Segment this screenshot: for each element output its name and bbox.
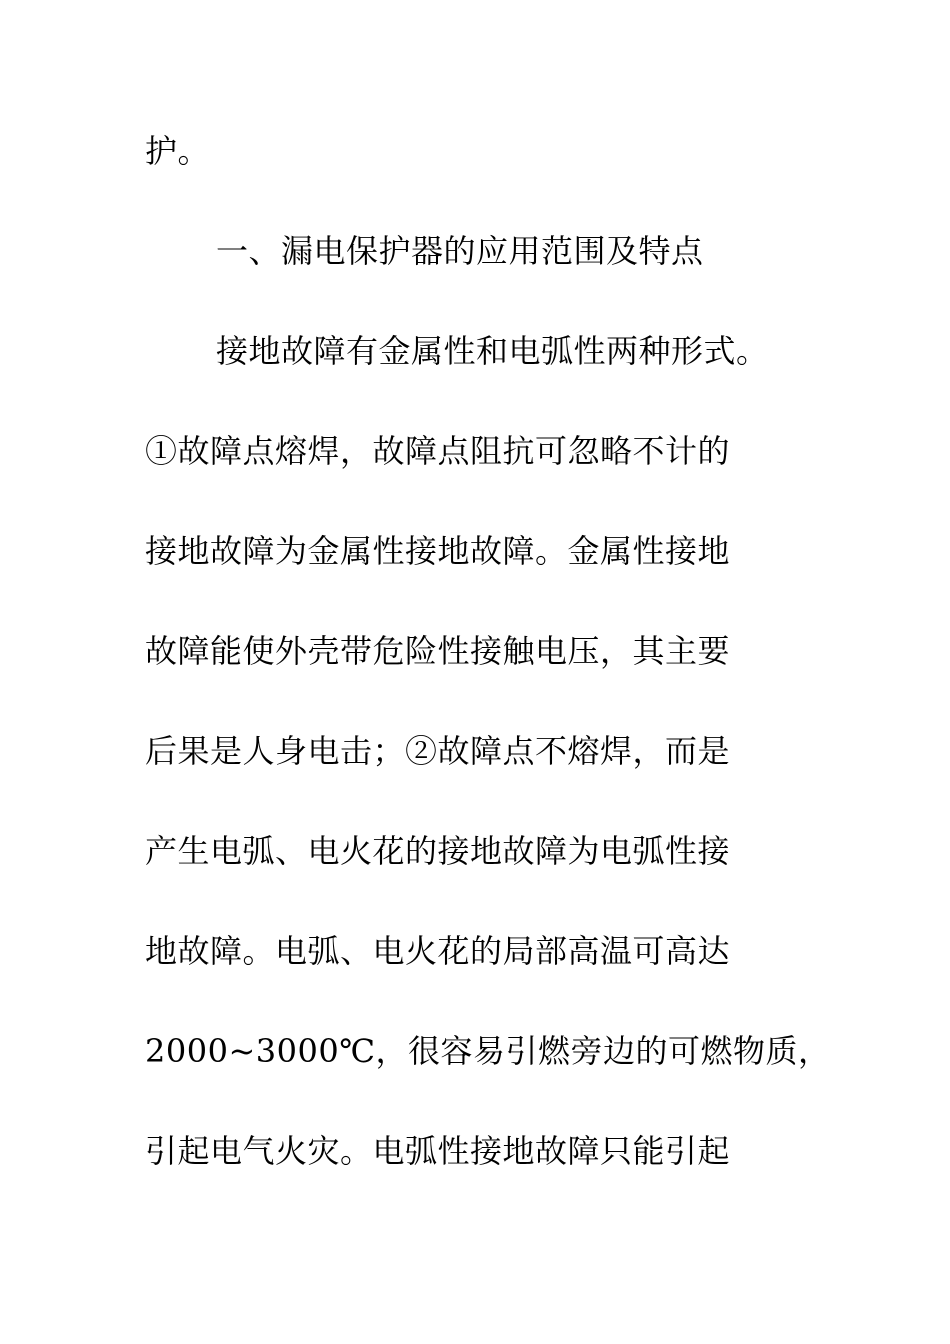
text-line-11: 引起电气火灾。电弧性接地故障只能引起 <box>145 1132 731 1170</box>
text-line-4: ①故障点熔焊，故障点阻抗可忽略不计的 <box>145 432 731 470</box>
text-line-1: 护。 <box>145 132 211 170</box>
text-line-7: 后果是人身电击；②故障点不熔焊，而是 <box>145 732 731 770</box>
text-line-3: 接地故障有金属性和电弧性两种形式。 <box>216 332 769 370</box>
section-heading: 一、漏电保护器的应用范围及特点 <box>216 232 704 270</box>
text-line-8: 产生电弧、电火花的接地故障为电弧性接 <box>145 832 731 870</box>
text-line-5: 接地故障为金属性接地故障。金属性接地 <box>145 532 731 570</box>
text-line-6: 故障能使外壳带危险性接触电压，其主要 <box>145 632 731 670</box>
text-line-10: 2000~3000℃，很容易引燃旁边的可燃物质， <box>145 1032 831 1070</box>
text-line-9: 地故障。电弧、电火花的局部高温可高达 <box>145 932 731 970</box>
